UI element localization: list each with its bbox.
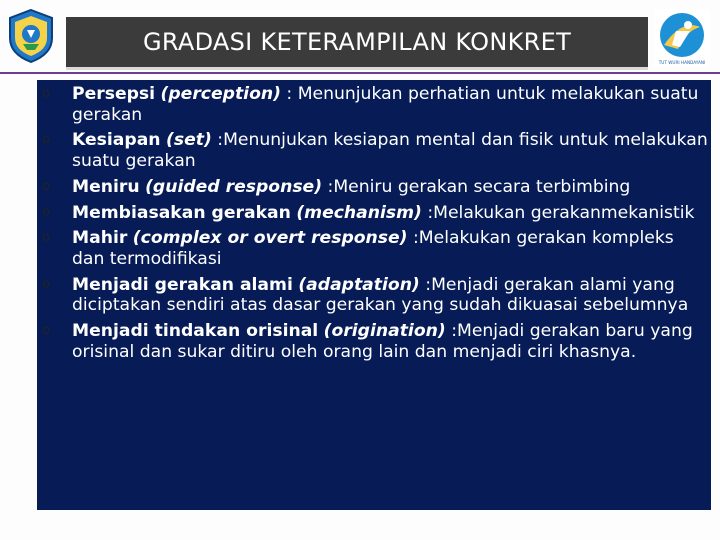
header-divider [0, 72, 720, 74]
bullet-icon: o [42, 132, 50, 148]
item-description: Meniru gerakan secara terbimbing [333, 176, 631, 197]
item-term: Kesiapan [72, 130, 161, 151]
bullet-icon: o [42, 86, 50, 101]
title-bar [66, 17, 648, 70]
list-item [0, 84, 710, 125]
list-item [0, 203, 710, 224]
item-english-term: (guided response) [145, 176, 323, 197]
item-separator: : [419, 274, 432, 295]
item-english-term: (set) [166, 130, 212, 151]
bullet-icon: o [42, 230, 50, 246]
bullet-icon: o [42, 204, 50, 220]
list-item [0, 228, 710, 269]
list-item [0, 177, 710, 198]
list-item [0, 275, 710, 316]
item-term: Membiasakan gerakan [72, 202, 291, 223]
item-description: Menunjukan kesiapan mental dan fisik untuk melakukan suatu gerakan [72, 130, 708, 171]
item-description: Menunjukan perhatian untuk melakukan suatu gerakan [72, 84, 699, 125]
bullet-icon: o [42, 178, 50, 194]
item-term: Menjadi tindakan orisinal [72, 321, 319, 342]
item-description: Menjadi gerakan alami yang diciptakan sendiri atas dasar gerakan yang sudah dikuasai sebelumnya [72, 274, 689, 316]
item-separator: : [421, 202, 434, 223]
logo-caption: TUT WURI HANDAYANI [658, 60, 706, 65]
item-english-term: (mechanism) [296, 202, 422, 223]
item-description: Melakukan gerakanmekanistik [433, 202, 695, 223]
item-term: Mahir [72, 228, 128, 249]
item-separator: : [322, 176, 334, 197]
item-description: Menjadi gerakan baru yang orisinal dan sukar ditiru oleh orang lain dan menjadi ciri khasnya. [72, 321, 693, 362]
skill-gradation-list [0, 84, 710, 367]
page-title: GRADASI KETERAMPILAN KONKRET [142, 28, 572, 56]
item-term: Menjadi gerakan alami [72, 274, 293, 295]
item-english-term: (perception) [160, 84, 281, 104]
item-description: Melakukan gerakan kompleks dan termodifikasi [72, 228, 674, 269]
kemdikbud-crest-logo [5, 8, 57, 64]
item-english-term: (complex or overt response) [132, 228, 408, 249]
item-term: Persepsi [72, 84, 156, 104]
bullet-icon: o [42, 276, 50, 292]
item-separator: : [211, 130, 224, 151]
item-term: Meniru [72, 176, 140, 197]
bullet-icon: o [42, 323, 50, 339]
item-english-term: (origination) [323, 321, 446, 342]
list-item [0, 321, 710, 362]
item-separator: : [407, 228, 419, 249]
item-separator: : [445, 321, 457, 342]
item-separator: : [280, 84, 298, 104]
item-english-term: (adaptation) [298, 274, 420, 295]
tut-wuri-handayani-logo [654, 9, 710, 67]
list-item [0, 130, 710, 171]
